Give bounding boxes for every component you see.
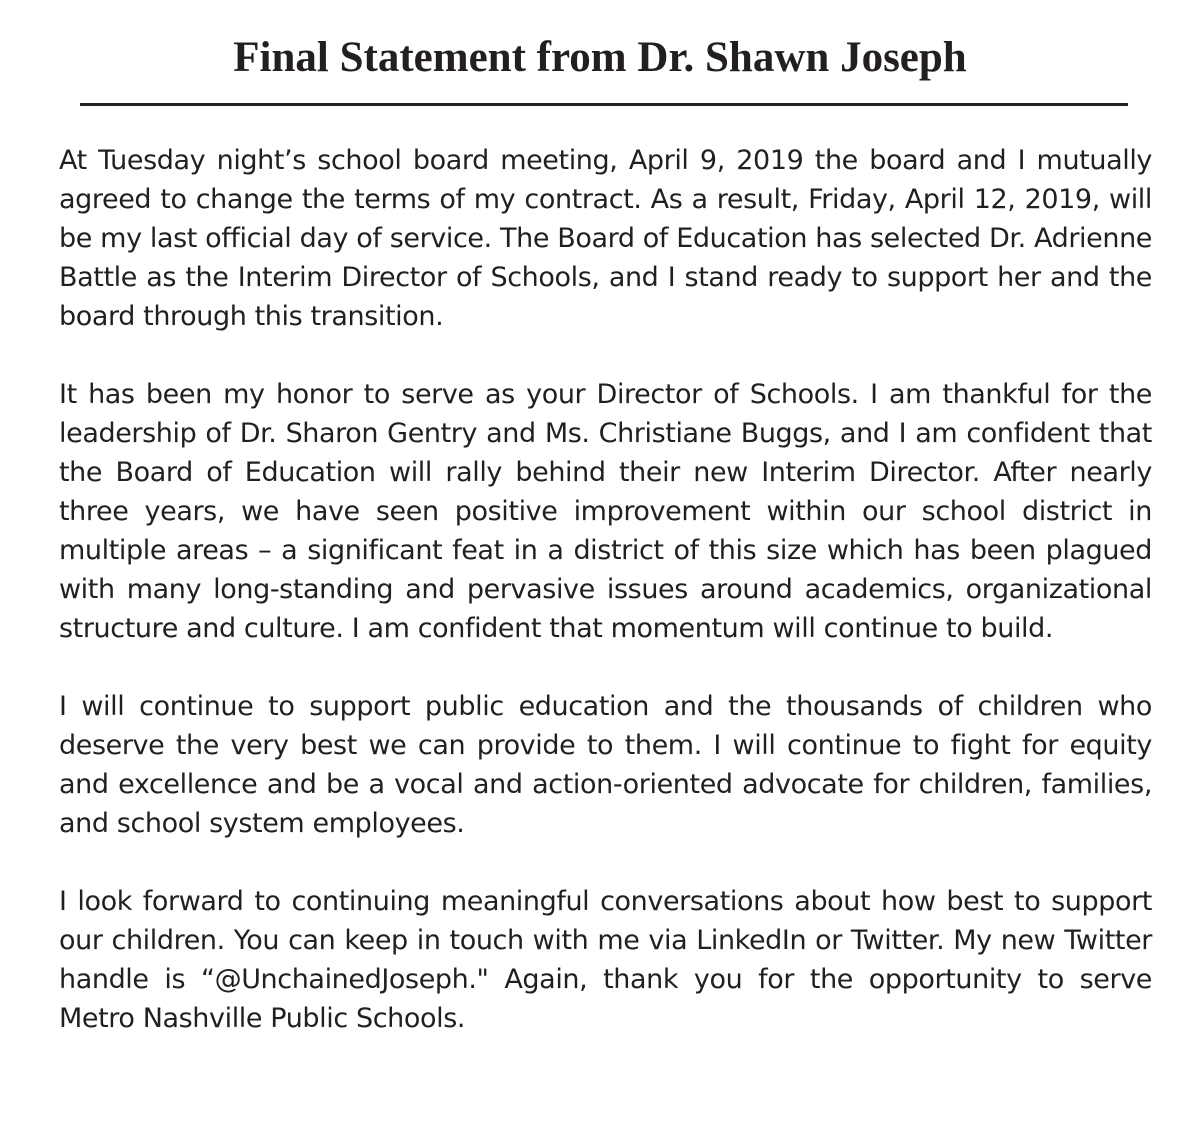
title-divider	[80, 103, 1128, 106]
paragraph-continue-support: I will continue to support public education and the thousands of children who deserve the very best we can provide to them. I will continue to fight for equity and excellence and be a vocal and action-oriented advocate for children, families, and school system employees.	[59, 691, 1152, 839]
paragraph-contract-change: At Tuesday night’s school board meeting, April 9, 2019 the board and I mutually agreed to change the terms of my contract. As a result, Friday, April 12, 2019, will be my last official day of service. The Board of Education has selected Dr. Adrienne Battle as the Interim Director of Schools, and I stand ready to support her and the board through this transition.	[59, 145, 1152, 332]
paragraph-keep-in-touch: I look forward to continuing meaningful conversations about how best to support our children. You can keep in touch with me via LinkedIn or Twitter. My new Twitter handle is “@UnchainedJoseph." Again, thank you for the opportunity to serve Metro Nashville Public Schools.	[59, 886, 1152, 1034]
statement-body	[59, 141, 1152, 1038]
statement-title: Final Statement from Dr. Shawn Joseph	[233, 34, 967, 81]
paragraph-honor-to-serve: It has been my honor to serve as your Director of Schools. I am thankful for the leadership of Dr. Sharon Gentry and Ms. Christiane Buggs, and I am confident that the Board of Education will rally behind their new Interim Director. After nearly three years, we have seen positive improvement within our school district in multiple areas – a significant feat in a district of this size which has been plagued with many long-standing and pervasive issues around academics, organizational structure and culture. I am confident that momentum will continue to build.	[59, 379, 1152, 644]
